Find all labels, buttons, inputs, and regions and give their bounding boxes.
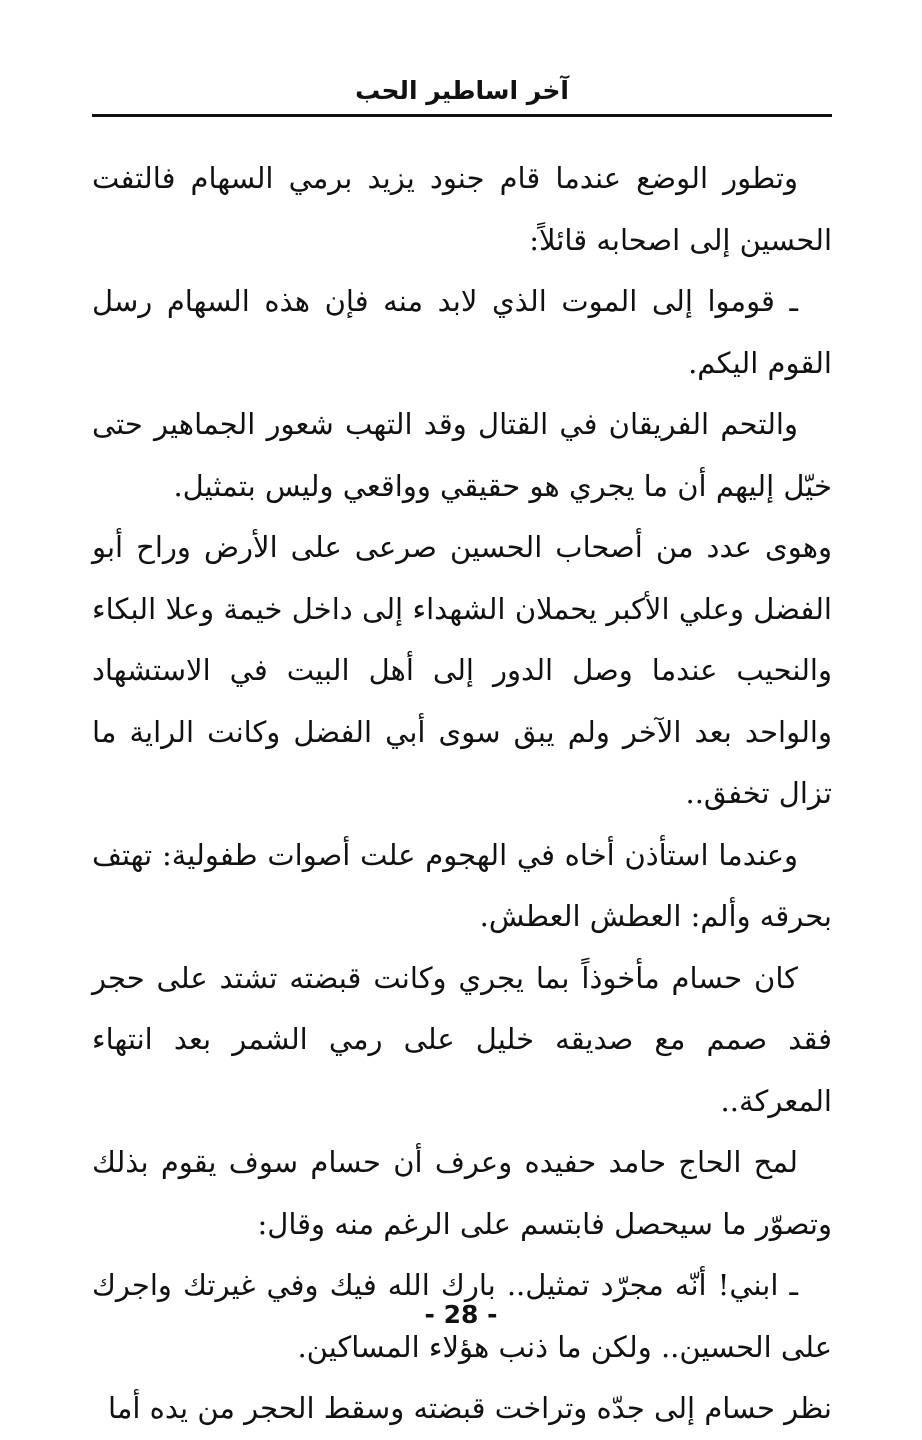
paragraph: ـ ابني! أنّه مجرّد تمثيل.. بارك الله فيك وفي غيرتك واجرك على الحسين.. ولكن ما ذنب هؤلاء المساكين. <box>92 1268 832 1364</box>
page-number: - 28 - <box>424 1300 498 1329</box>
paragraph: وعندما استأذن أخاه في الهجوم علت أصوات طفولية: تهتف بحرقه وألم: العطش العطش. <box>92 837 832 933</box>
paragraph: وتطور الوضع عندما قام جنود يزيد برمي السهام فالتفت الحسين إلى اصحابه قائلاً: <box>92 161 832 257</box>
body-text <box>92 148 832 1440</box>
paragraph: كان حسام مأخوذاً بما يجري وكانت قبضته تشتد على حجر فقد صمم مع صديقه خليل على رمي الشمر بعد انتهاء المعركة.. <box>92 960 832 1118</box>
paragraph: لمح الحاج حامد حفيده وعرف أن حسام سوف يقوم بذلك وتصوّر ما سيحصل فابتسم على الرغم منه وقال: <box>92 1145 832 1241</box>
paragraph: وهوى عدد من أصحاب الحسين صرعى على الأرض وراح أبو الفضل وعلي الأكبر يحملان الشهداء إلى داخل خيمة وعلا البكاء والنحيب عندما وصل الدور إلى أهل البيت في الاستشهاد والواحد بعد الآخر ولم يبق سوى أبي الفضل وكانت الراية ما تزال تخفق.. <box>92 530 832 810</box>
paragraph: ـ قوموا إلى الموت الذي لابد منه فإن هذه السهام رسل القوم اليكم. <box>92 284 832 380</box>
running-header: آخر اساطير الحب <box>355 76 569 105</box>
paragraph: نظر حسام إلى جدّه وتراخت قبضته وسقط الحجر من يده أما <box>108 1391 832 1425</box>
paragraph: والتحم الفريقان في القتال وقد التهب شعور الجماهير حتى خيّل إليهم أن ما يجري هو حقيقي وواقعي وليس بتمثيل. <box>92 407 832 503</box>
header-divider <box>92 114 832 117</box>
